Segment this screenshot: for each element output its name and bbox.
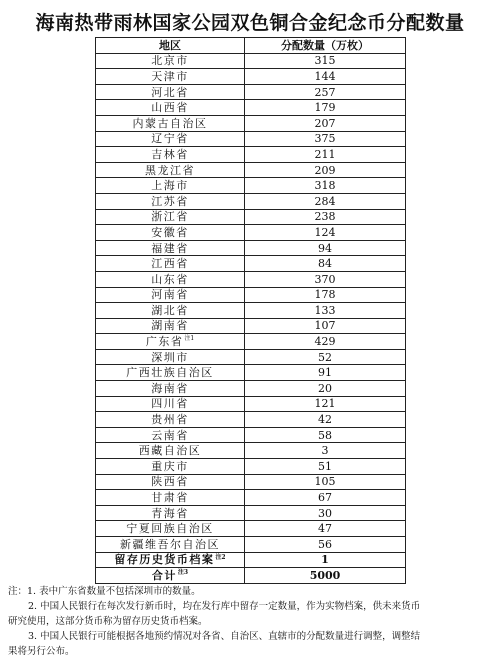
quantity-cell: 84 xyxy=(245,256,406,272)
table-row xyxy=(96,115,406,131)
region-name: 陕西省 xyxy=(151,475,189,489)
region-name: 合计 xyxy=(151,568,177,582)
region-cell xyxy=(96,69,245,85)
quantity-cell: 3 xyxy=(245,443,406,459)
table-header-row xyxy=(96,38,406,54)
region-cell xyxy=(96,521,245,537)
region-cell xyxy=(96,459,245,475)
region-name: 广西壮族自治区 xyxy=(126,366,214,380)
footnote-3: 3. 中国人民银行可能根据各地预约情况对各省、自治区、直辖市的分配数量进行调整，调整结 xyxy=(28,631,421,642)
quantity-cell: 315 xyxy=(245,53,406,69)
region-cell xyxy=(96,396,245,412)
region-name: 西藏自治区 xyxy=(138,444,202,458)
footnote-2-cont: 研究使用，这部分货币称为留存历史货币档案。 xyxy=(8,616,208,627)
quantity-cell: 42 xyxy=(245,412,406,428)
region-cell xyxy=(96,381,245,397)
region-name: 四川省 xyxy=(151,397,189,411)
table-row xyxy=(96,147,406,163)
footnote-marker: 注3 xyxy=(177,569,189,577)
region-cell xyxy=(96,490,245,506)
region-name: 北京市 xyxy=(151,54,189,68)
region-cell xyxy=(96,552,245,568)
region-cell xyxy=(96,271,245,287)
region-cell xyxy=(96,287,245,303)
table-row xyxy=(96,365,406,381)
quantity-cell: 178 xyxy=(245,287,406,303)
table-row xyxy=(96,193,406,209)
table-row xyxy=(96,381,406,397)
table-row xyxy=(96,443,406,459)
quantity-cell: 58 xyxy=(245,427,406,443)
region-name: 河北省 xyxy=(151,85,189,99)
region-cell xyxy=(96,147,245,163)
quantity-cell: 91 xyxy=(245,365,406,381)
region-cell xyxy=(96,100,245,116)
region-name: 湖南省 xyxy=(151,319,189,333)
table-row xyxy=(96,271,406,287)
footnote-3-cont: 果将另行公布。 xyxy=(8,646,75,657)
table-row xyxy=(96,521,406,537)
quantity-cell: 30 xyxy=(245,505,406,521)
quantity-cell: 211 xyxy=(245,147,406,163)
region-cell xyxy=(96,537,245,553)
quantity-cell: 257 xyxy=(245,84,406,100)
quantity-cell: 47 xyxy=(245,521,406,537)
footnote-1: 注：1. 表中广东省数量不包括深圳市的数量。 xyxy=(8,586,201,597)
table-row xyxy=(96,256,406,272)
table-row xyxy=(96,53,406,69)
region-name: 黑龙江省 xyxy=(145,163,195,177)
table-row xyxy=(96,84,406,100)
table-row xyxy=(96,537,406,553)
table-row xyxy=(96,69,406,85)
table-row xyxy=(96,303,406,319)
quantity-cell: 284 xyxy=(245,193,406,209)
region-name: 青海省 xyxy=(151,506,189,520)
region-name: 上海市 xyxy=(151,179,189,193)
header-quantity: 分配数量（万枚） xyxy=(245,38,406,54)
footnote-marker: 注1 xyxy=(184,335,195,343)
quantity-cell: 67 xyxy=(245,490,406,506)
quantity-cell: 375 xyxy=(245,131,406,147)
region-cell xyxy=(96,334,245,350)
region-cell xyxy=(96,193,245,209)
quantity-cell: 144 xyxy=(245,69,406,85)
region-cell xyxy=(96,225,245,241)
region-cell xyxy=(96,349,245,365)
region-name: 辽宁省 xyxy=(151,132,189,146)
region-cell xyxy=(96,162,245,178)
quantity-cell: 318 xyxy=(245,178,406,194)
region-cell xyxy=(96,318,245,334)
quantity-cell: 121 xyxy=(245,396,406,412)
region-cell xyxy=(96,131,245,147)
quantity-cell: 238 xyxy=(245,209,406,225)
table-row xyxy=(96,100,406,116)
region-cell xyxy=(96,505,245,521)
quantity-cell: 20 xyxy=(245,381,406,397)
region-cell xyxy=(96,474,245,490)
region-cell xyxy=(96,84,245,100)
table-row xyxy=(96,334,406,350)
table-row xyxy=(96,412,406,428)
allocation-table xyxy=(95,37,406,584)
quantity-cell: 56 xyxy=(245,537,406,553)
table-row xyxy=(96,287,406,303)
region-name: 海南省 xyxy=(151,381,189,395)
region-name: 留存历史货币档案 xyxy=(114,553,215,567)
region-name: 河南省 xyxy=(151,288,189,302)
region-name: 山东省 xyxy=(151,272,189,286)
region-cell xyxy=(96,178,245,194)
region-cell xyxy=(96,365,245,381)
table-row xyxy=(96,162,406,178)
table-row xyxy=(96,349,406,365)
table-row xyxy=(96,568,406,584)
region-cell xyxy=(96,53,245,69)
region-name: 安徽省 xyxy=(151,225,189,239)
region-cell xyxy=(96,568,245,584)
footnotes xyxy=(8,584,494,659)
region-cell xyxy=(96,240,245,256)
region-name: 甘肃省 xyxy=(151,491,189,505)
region-cell xyxy=(96,443,245,459)
table-row xyxy=(96,178,406,194)
region-name: 宁夏回族自治区 xyxy=(126,522,214,536)
region-name: 广东省 xyxy=(145,335,184,349)
quantity-cell: 209 xyxy=(245,162,406,178)
region-name: 福建省 xyxy=(151,241,189,255)
region-name: 贵州省 xyxy=(151,413,189,427)
region-name: 江西省 xyxy=(151,257,189,271)
quantity-cell: 52 xyxy=(245,349,406,365)
region-name: 湖北省 xyxy=(151,303,189,317)
quantity-cell: 5000 xyxy=(245,568,406,584)
table-row xyxy=(96,209,406,225)
table-row xyxy=(96,505,406,521)
table-row xyxy=(96,490,406,506)
region-name: 浙江省 xyxy=(151,210,189,224)
header-region: 地区 xyxy=(96,38,245,54)
region-cell xyxy=(96,115,245,131)
region-cell xyxy=(96,256,245,272)
table-row xyxy=(96,396,406,412)
quantity-cell: 51 xyxy=(245,459,406,475)
region-name: 内蒙古自治区 xyxy=(132,116,208,130)
table-row xyxy=(96,225,406,241)
region-cell xyxy=(96,209,245,225)
table-row xyxy=(96,318,406,334)
quantity-cell: 94 xyxy=(245,240,406,256)
quantity-cell: 107 xyxy=(245,318,406,334)
region-name: 深圳市 xyxy=(151,350,189,364)
region-name: 云南省 xyxy=(151,428,189,442)
region-cell xyxy=(96,427,245,443)
region-name: 天津市 xyxy=(151,69,189,83)
region-cell xyxy=(96,303,245,319)
quantity-cell: 179 xyxy=(245,100,406,116)
footnote-marker: 注2 xyxy=(215,553,226,561)
table-row xyxy=(96,131,406,147)
table-row xyxy=(96,474,406,490)
quantity-cell: 207 xyxy=(245,115,406,131)
table-row xyxy=(96,552,406,568)
quantity-cell: 133 xyxy=(245,303,406,319)
table-row xyxy=(96,427,406,443)
region-cell xyxy=(96,412,245,428)
quantity-cell: 105 xyxy=(245,474,406,490)
quantity-cell: 1 xyxy=(245,552,406,568)
region-name: 山西省 xyxy=(151,101,189,115)
quantity-cell: 370 xyxy=(245,271,406,287)
page-title: 海南热带雨林国家公园双色铜合金纪念币分配数量 xyxy=(35,12,465,34)
region-name: 江苏省 xyxy=(151,194,189,208)
region-name: 新疆维吾尔自治区 xyxy=(120,537,220,551)
table-row xyxy=(96,240,406,256)
quantity-cell: 124 xyxy=(245,225,406,241)
footnote-2: 2. 中国人民银行在每次发行新币时，均在发行库中留存一定数量，作为实物档案，供未来货币 xyxy=(28,601,421,612)
table-row xyxy=(96,459,406,475)
region-name: 重庆市 xyxy=(151,459,189,473)
region-name: 吉林省 xyxy=(151,147,189,161)
quantity-cell: 429 xyxy=(245,334,406,350)
